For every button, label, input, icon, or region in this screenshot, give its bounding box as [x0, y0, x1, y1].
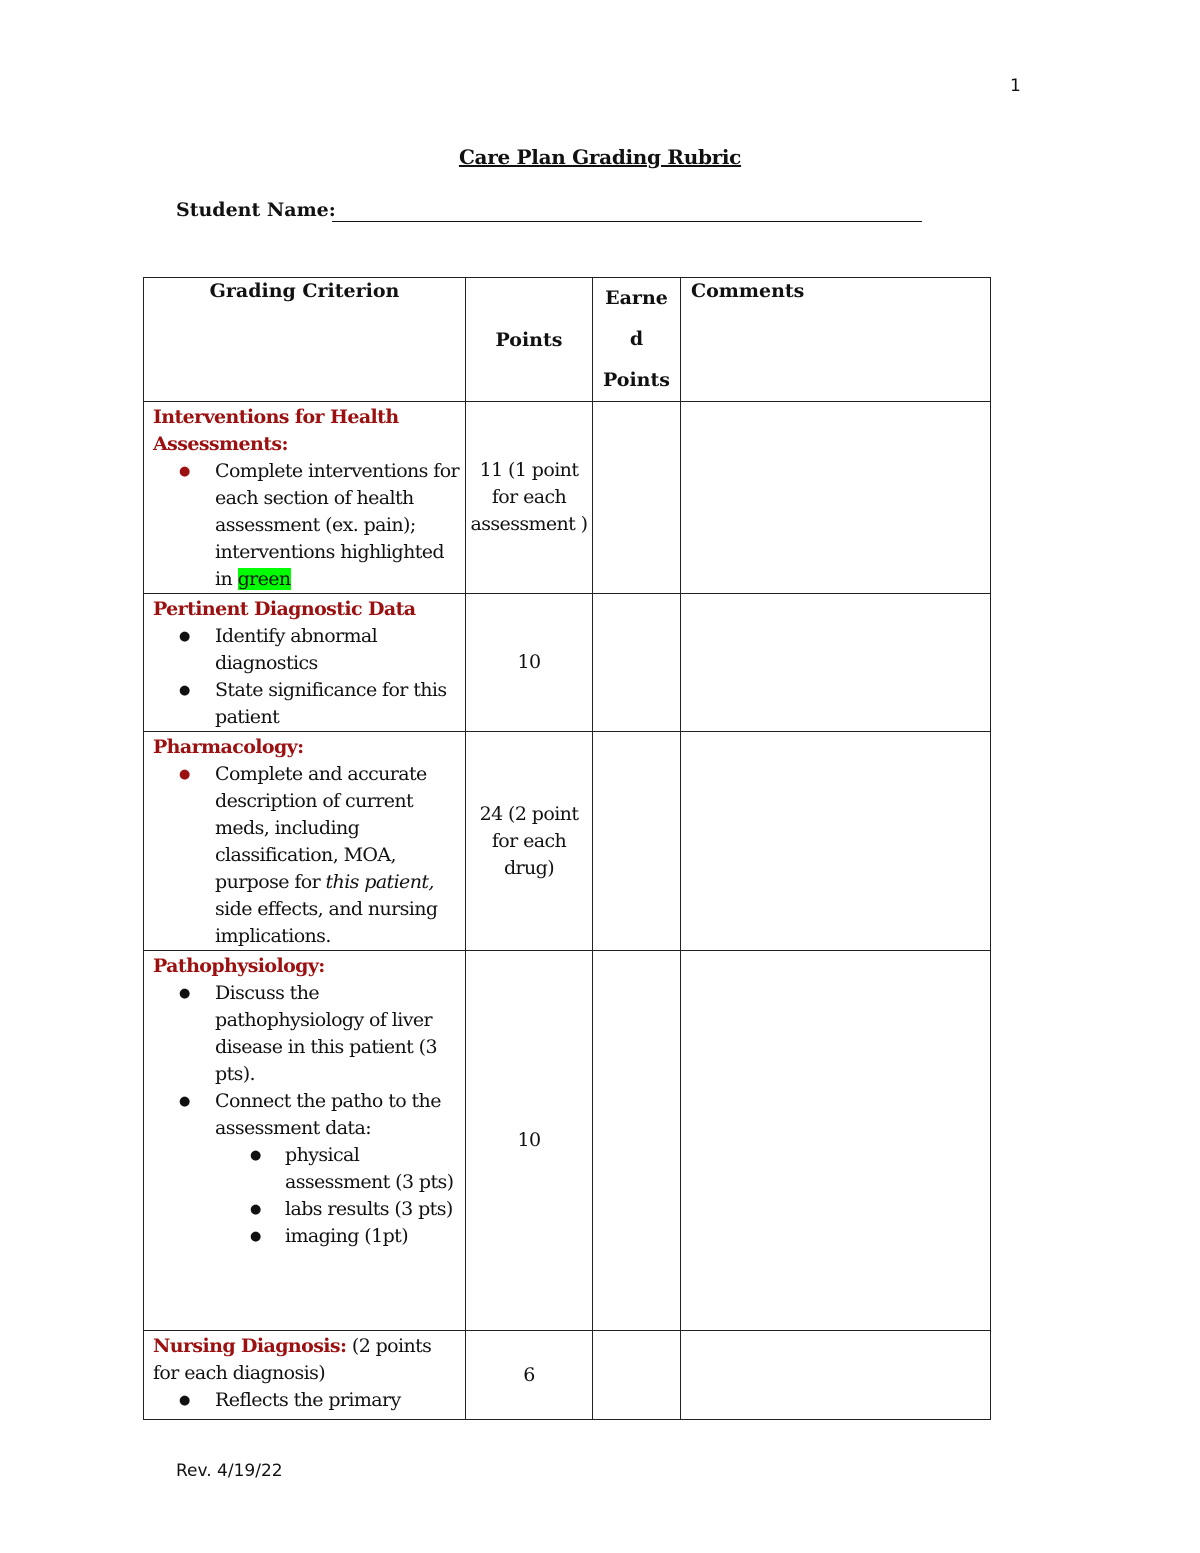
table-row [144, 1331, 991, 1420]
comments-cell[interactable] [681, 1331, 991, 1420]
criterion-sub-bullet: ● physical assessment (3 pts) [285, 1142, 461, 1196]
criterion-bullet [215, 761, 461, 950]
points-cell: 10 [466, 594, 593, 732]
header-grading-criterion: Grading Criterion [144, 278, 466, 402]
earned-points-cell[interactable] [593, 1331, 681, 1420]
italic-text: this patient, [325, 871, 434, 893]
criterion-bullet [215, 458, 461, 593]
header-points: Points [466, 278, 593, 402]
table-row [144, 402, 991, 594]
page-number: 1 [1010, 76, 1021, 96]
bullet-text: Connect the patho to the assessment data: [215, 1090, 441, 1139]
criterion-bullet: ● State significance for this patient [215, 677, 461, 731]
comments-cell[interactable] [681, 951, 991, 1331]
criterion-title: Pertinent Diagnostic Data [153, 598, 416, 620]
criterion-cell [144, 594, 466, 732]
criterion-cell [144, 732, 466, 951]
criterion-cell [144, 1331, 466, 1420]
header-earned-line: d [629, 328, 644, 350]
header-comments: Comments [681, 278, 991, 402]
bullet-text: side effects, and nursing implications. [215, 898, 438, 947]
criterion-title: Nursing Diagnosis: [153, 1335, 347, 1357]
comments-cell[interactable] [681, 732, 991, 951]
bullet-text: Complete and accurate description of current meds, including classification, MOA, purpose for [215, 763, 427, 893]
comments-cell[interactable] [681, 402, 991, 594]
earned-points-cell[interactable] [593, 402, 681, 594]
criterion-bullet [215, 1088, 461, 1250]
header-row [144, 278, 991, 402]
criterion-title: Interventions for Health Assessments: [153, 406, 399, 455]
earned-points-cell[interactable] [593, 732, 681, 951]
grading-rubric-table [143, 277, 991, 1420]
criterion-sub-bullet: ● imaging (1pt) [285, 1223, 461, 1250]
student-name-label: Student Name: [176, 199, 336, 221]
criterion-bullet: ● Discuss the pathophysiology of liver disease in this patient (3 pts). [215, 980, 461, 1088]
table-row [144, 732, 991, 951]
earned-points-cell[interactable] [593, 951, 681, 1331]
bullet-text: Complete interventions for each section of health assessment (ex. pain); interventions highlighted in [215, 460, 460, 590]
header-earned-line: Points [603, 369, 670, 391]
criterion-title: Pathophysiology: [153, 955, 325, 977]
criterion-title: Pharmacology: [153, 736, 304, 758]
earned-points-cell[interactable] [593, 594, 681, 732]
criterion-sub-bullet: ● labs results (3 pts) [285, 1196, 461, 1223]
page-title: Care Plan Grading Rubric [458, 145, 742, 169]
header-earned-line: Earne [605, 287, 668, 309]
student-name-field[interactable] [332, 221, 922, 222]
criterion-bullet: ● Identify abnormal diagnostics [215, 623, 461, 677]
revision-footer: Rev. 4/19/22 [176, 1461, 283, 1481]
header-earned-points [593, 278, 681, 402]
points-cell: 24 (2 point for each drug) [466, 732, 593, 951]
points-cell: 10 [466, 951, 593, 1331]
comments-cell[interactable] [681, 594, 991, 732]
table-row [144, 951, 991, 1331]
highlighted-text: green [237, 568, 291, 590]
criterion-cell [144, 951, 466, 1331]
points-cell: 11 (1 point for each assessment ) [466, 402, 593, 594]
criterion-bullet: ● Reflects the primary [215, 1387, 461, 1414]
criterion-note: (2 points for each diagnosis) [153, 1335, 432, 1384]
criterion-heading [153, 1333, 461, 1387]
criterion-cell [144, 402, 466, 594]
table-row [144, 594, 991, 732]
points-cell: 6 [466, 1331, 593, 1420]
